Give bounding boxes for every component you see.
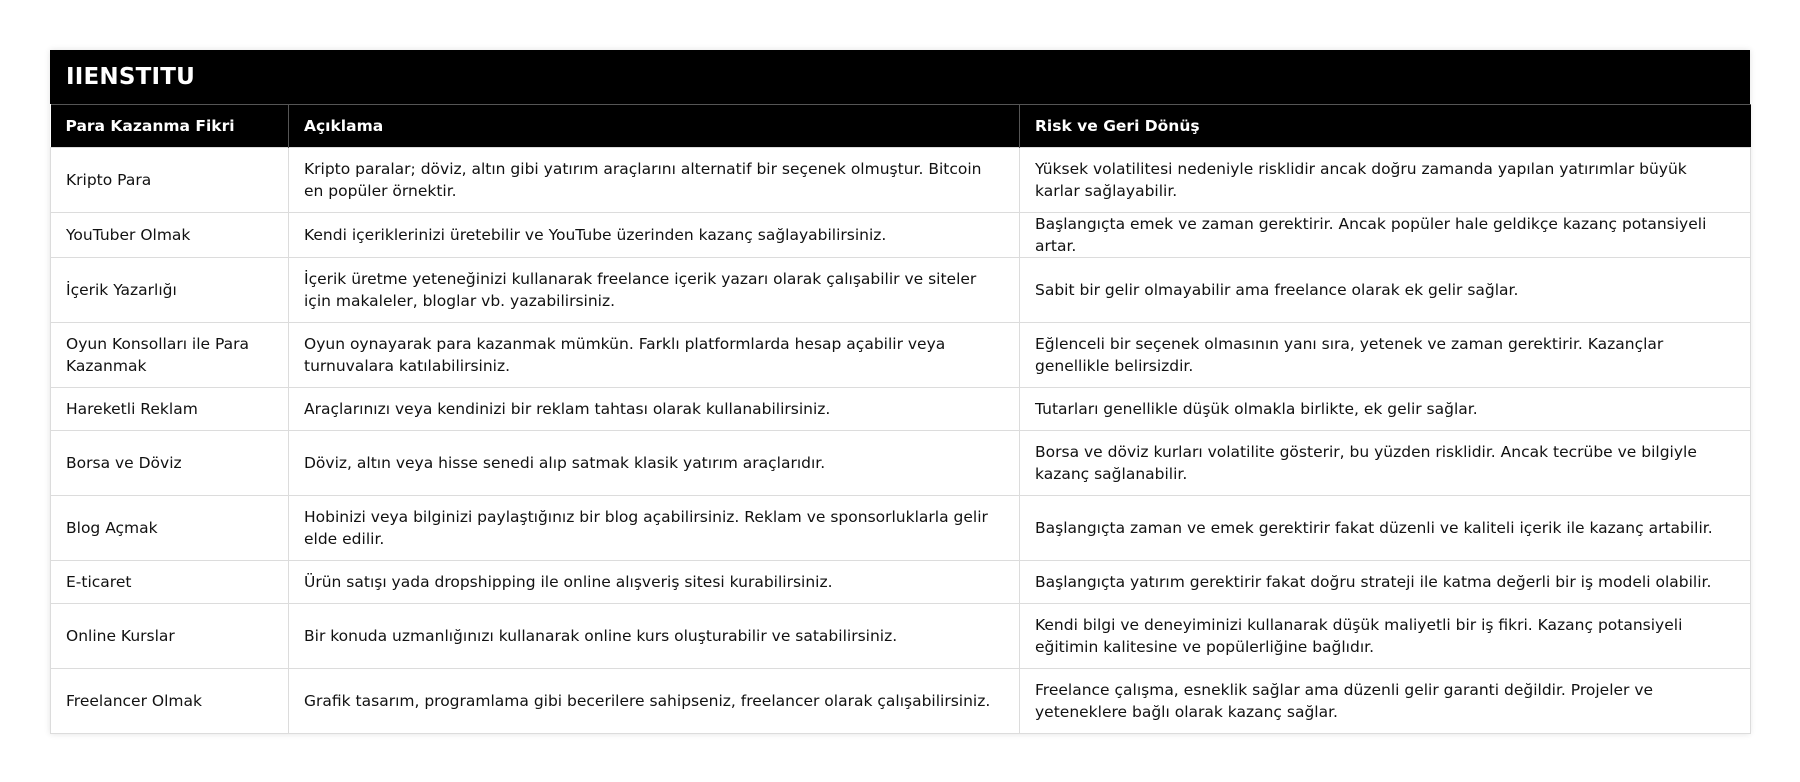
cell-idea: Oyun Konsolları ile Para Kazanmak [51, 323, 289, 388]
cell-description: Araçlarınızı veya kendinizi bir reklam tahtası olarak kullanabilirsiniz. [289, 388, 1020, 431]
content-card [50, 50, 1750, 734]
brand-title: IIENSTITU [50, 50, 1750, 104]
column-header-idea: Para Kazanma Fikri [51, 105, 289, 148]
cell-description: Bir konuda uzmanlığınızı kullanarak online kurs oluşturabilir ve satabilirsiniz. [289, 604, 1020, 669]
table-header-row [51, 105, 1751, 148]
table-row [51, 431, 1751, 496]
cell-risk: Yüksek volatilitesi nedeniyle risklidir ancak doğru zamanda yapılan yatırımlar büyük karlar sağlayabilir. [1020, 148, 1751, 213]
cell-risk: Borsa ve döviz kurları volatilite gösterir, bu yüzden risklidir. Ancak tecrübe ve bilgiyle kazanç sağlanabilir. [1020, 431, 1751, 496]
cell-description: Kendi içeriklerinizi üretebilir ve YouTube üzerinden kazanç sağlayabilirsiniz. [289, 213, 1020, 258]
cell-idea: Blog Açmak [51, 496, 289, 561]
column-header-description: Açıklama [289, 105, 1020, 148]
table-row [51, 388, 1751, 431]
table-row [51, 258, 1751, 323]
cell-risk: Başlangıçta yatırım gerektirir fakat doğru strateji ile katma değerli bir iş modeli olabilir. [1020, 561, 1751, 604]
cell-idea: YouTuber Olmak [51, 213, 289, 258]
cell-idea: Online Kurslar [51, 604, 289, 669]
column-header-risk: Risk ve Geri Dönüş [1020, 105, 1751, 148]
cell-risk: Freelance çalışma, esneklik sağlar ama düzenli gelir garanti değildir. Projeler ve yeteneklere bağlı olarak kazanç sağlar. [1020, 669, 1751, 734]
cell-idea: Freelancer Olmak [51, 669, 289, 734]
cell-description: Grafik tasarım, programlama gibi becerilere sahipseniz, freelancer olarak çalışabilirsiniz. [289, 669, 1020, 734]
ideas-table [50, 104, 1751, 734]
table-row [51, 213, 1751, 258]
cell-risk: Kendi bilgi ve deneyiminizi kullanarak düşük maliyetli bir iş fikri. Kazanç potansiyeli eğitimin kalitesine ve popülerliğine bağlıdır. [1020, 604, 1751, 669]
table-row [51, 604, 1751, 669]
table-row [51, 323, 1751, 388]
cell-description: Döviz, altın veya hisse senedi alıp satmak klasik yatırım araçlarıdır. [289, 431, 1020, 496]
cell-idea: İçerik Yazarlığı [51, 258, 289, 323]
cell-risk: Eğlenceli bir seçenek olmasının yanı sıra, yetenek ve zaman gerektirir. Kazançlar genellikle belirsizdir. [1020, 323, 1751, 388]
cell-risk: Sabit bir gelir olmayabilir ama freelance olarak ek gelir sağlar. [1020, 258, 1751, 323]
cell-description: İçerik üretme yeteneğinizi kullanarak freelance içerik yazarı olarak çalışabilir ve siteler için makaleler, bloglar vb. yazabilirsiniz. [289, 258, 1020, 323]
cell-risk: Başlangıçta emek ve zaman gerektirir. Ancak popüler hale geldikçe kazanç potansiyeli artar. [1020, 213, 1751, 258]
cell-description: Oyun oynayarak para kazanmak mümkün. Farklı platformlarda hesap açabilir veya turnuvalara katılabilirsiniz. [289, 323, 1020, 388]
table-row [51, 669, 1751, 734]
cell-idea: Borsa ve Döviz [51, 431, 289, 496]
cell-description: Ürün satışı yada dropshipping ile online alışveriş sitesi kurabilirsiniz. [289, 561, 1020, 604]
cell-description: Hobinizi veya bilginizi paylaştığınız bir blog açabilirsiniz. Reklam ve sponsorluklarla gelir elde edilir. [289, 496, 1020, 561]
cell-idea: E-ticaret [51, 561, 289, 604]
table-row [51, 148, 1751, 213]
table-row [51, 496, 1751, 561]
cell-idea: Kripto Para [51, 148, 289, 213]
cell-description: Kripto paralar; döviz, altın gibi yatırım araçlarını alternatif bir seçenek olmuştur. Bitcoin en popüler örnektir. [289, 148, 1020, 213]
table-row [51, 561, 1751, 604]
cell-idea: Hareketli Reklam [51, 388, 289, 431]
cell-risk: Tutarları genellikle düşük olmakla birlikte, ek gelir sağlar. [1020, 388, 1751, 431]
cell-risk: Başlangıçta zaman ve emek gerektirir fakat düzenli ve kaliteli içerik ile kazanç artabilir. [1020, 496, 1751, 561]
